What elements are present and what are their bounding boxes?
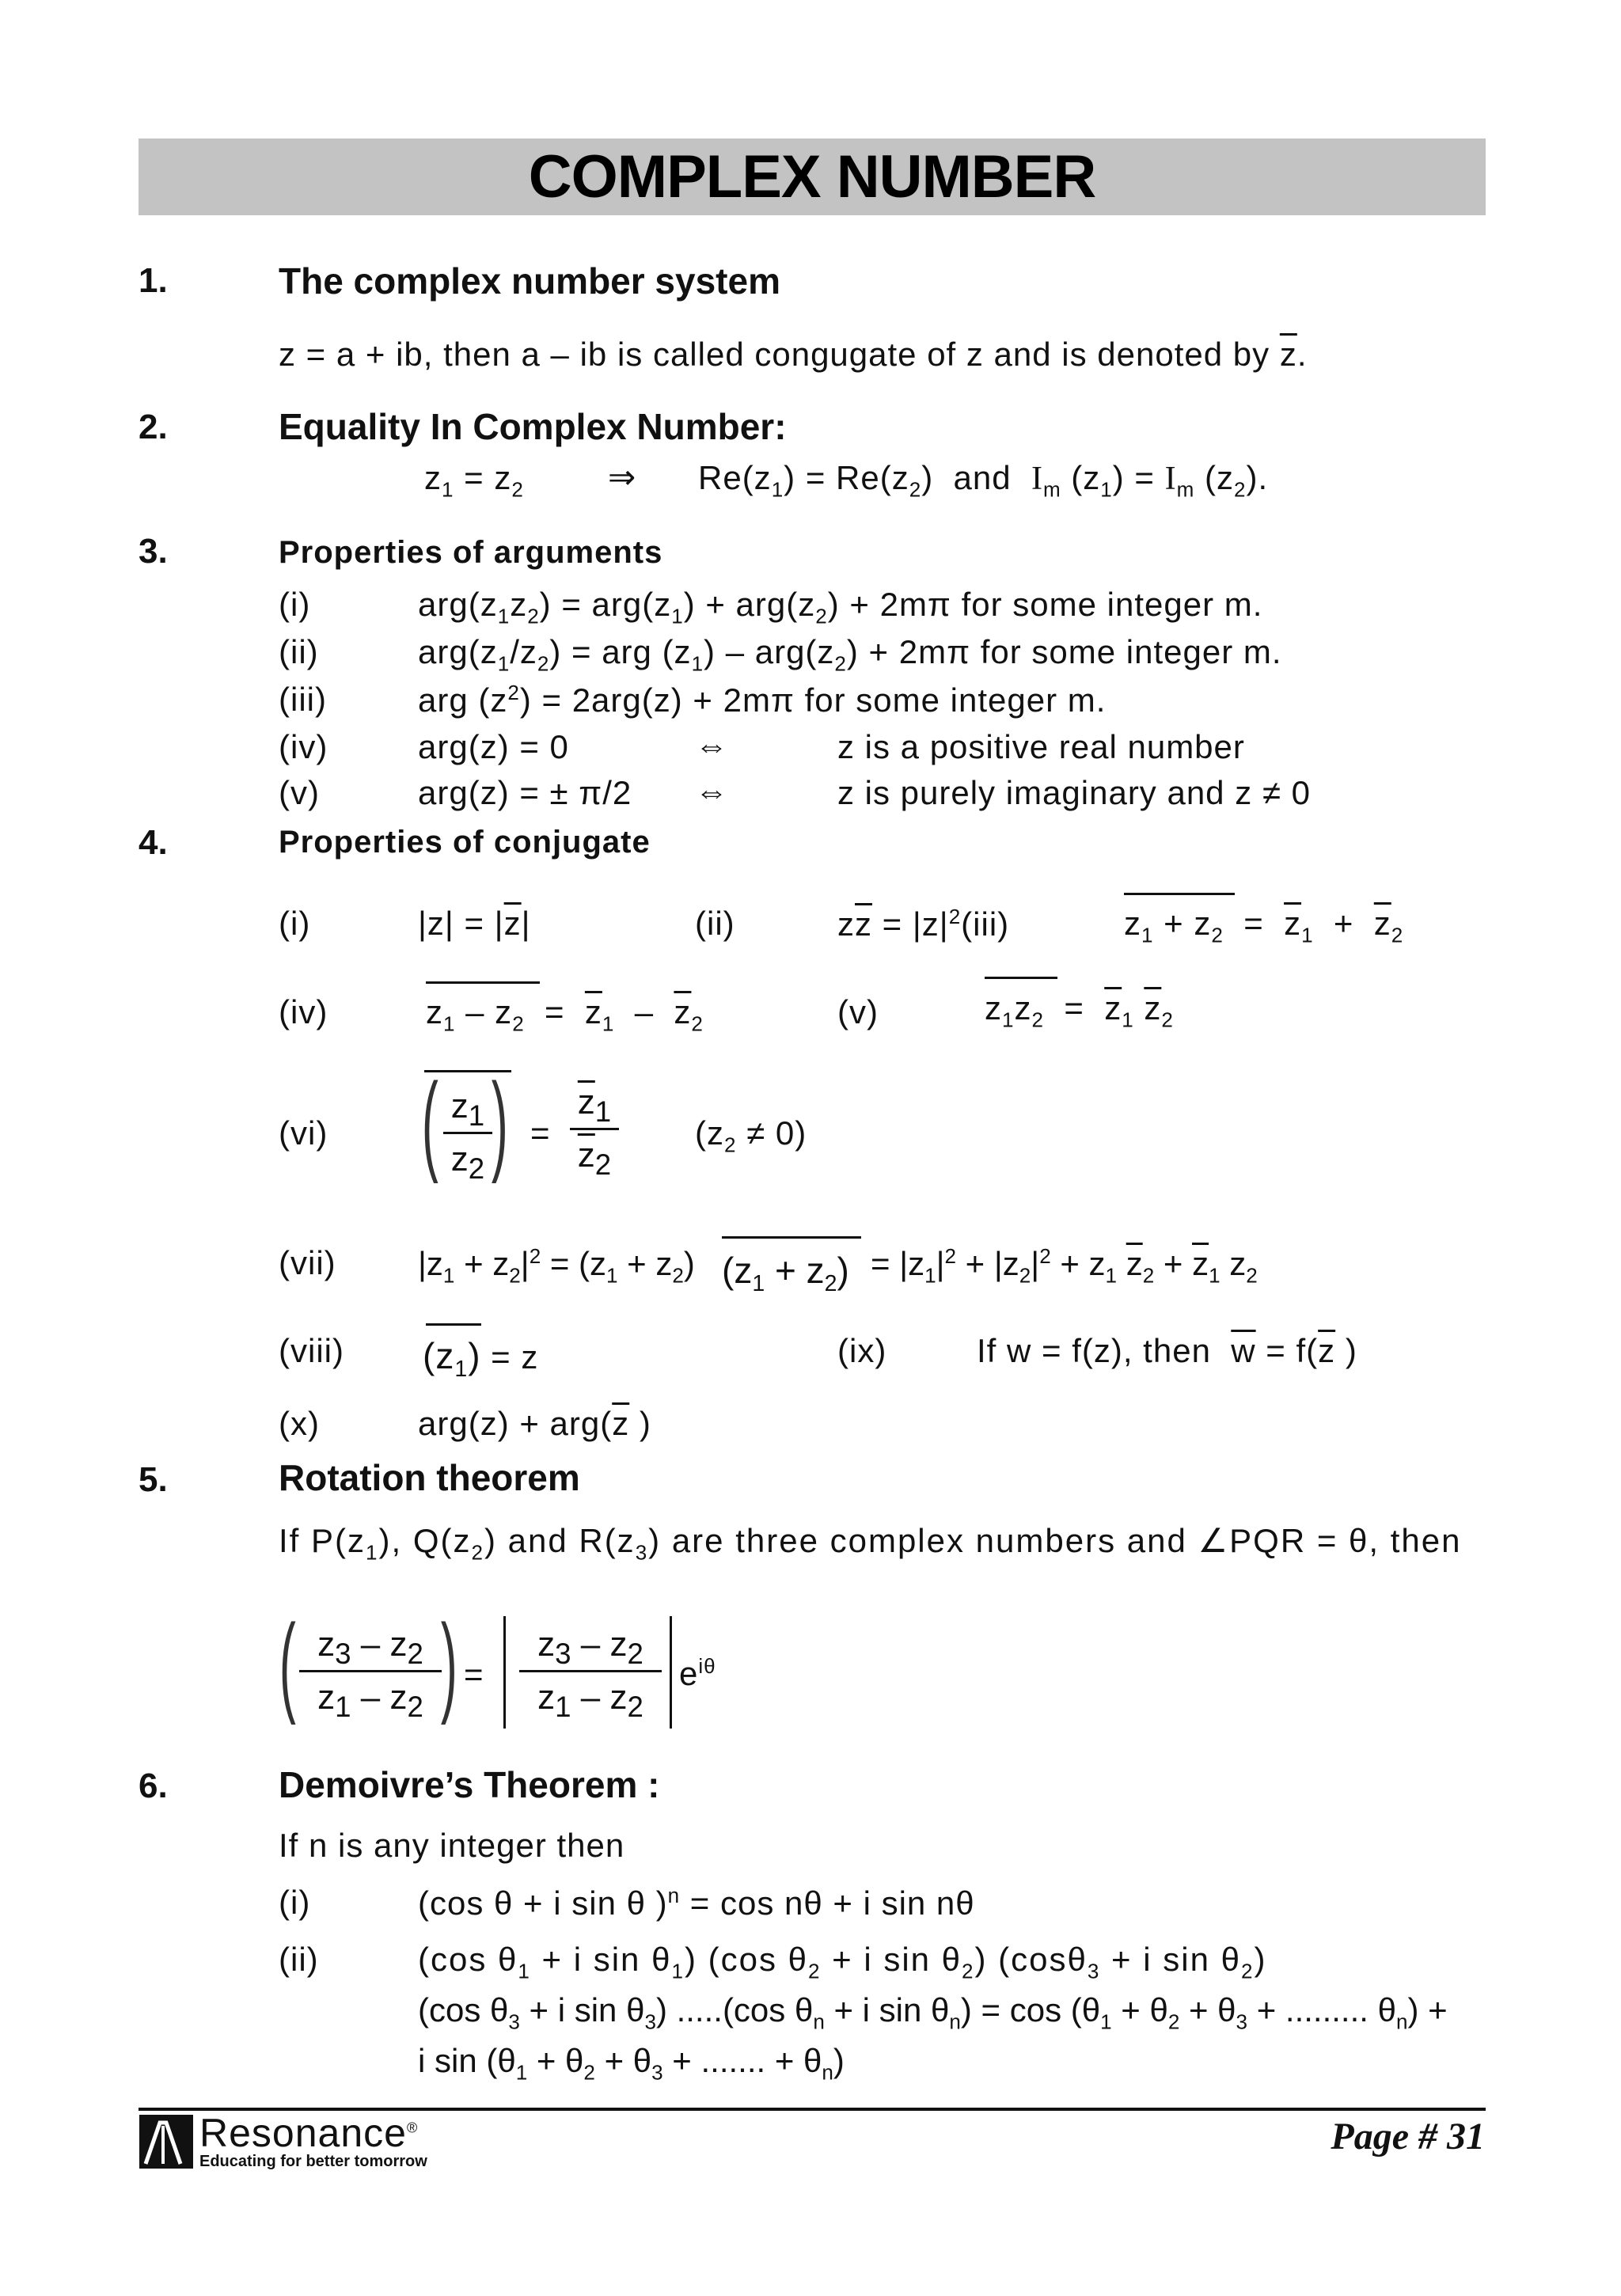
right-paren: )	[491, 1060, 508, 1184]
arg-prop-lhs: arg(z) = ± π/2	[418, 774, 632, 811]
arg-prop-formula: $arg(z_1z_2) = arg(z_1) + arg(z_2) + 2m\pi$ for some integer m.	[418, 586, 1263, 628]
demoivre-formula: (cos $\theta_3 + i$ $\sin \theta_3$) .....(cos $\theta_n + i$ $\sin \theta_n) = \cos (\theta_1 + \theta_2 + \theta_3$ + ......... $\theta_n$) +	[418, 1991, 1448, 2034]
conj-prop-formula: $z\overline{z} = |z|^2(iii)$	[837, 905, 1010, 943]
arg-prop-label: (i)	[279, 586, 311, 623]
conj-prop-label: (vii)	[279, 1244, 336, 1281]
section-2-number: 2.	[139, 408, 168, 446]
arg-prop-rhs: z is purely imaginary and z ≠ 0	[837, 774, 1311, 811]
demoivre-label: (ii)	[279, 1941, 319, 1978]
arg-prop-rhs: z is a positive real number	[837, 728, 1245, 765]
section-1-text: z = a + ib, then a – ib is called congugate of z and is denoted by $\overline{z}$.	[279, 336, 1308, 373]
overline	[426, 1323, 481, 1326]
conj-prop-label: (ix)	[837, 1332, 887, 1369]
title-bar	[139, 139, 1486, 215]
implies-symbol: ⇒	[608, 458, 637, 495]
arg-prop-label: (v)	[279, 774, 320, 811]
fraction: $z_1$ $z_2$	[443, 1084, 492, 1182]
brand-name: Resonance®	[199, 2111, 419, 2155]
conj-prop-formula: $(z_1) = z$	[423, 1335, 539, 1383]
right-paren: )	[440, 1601, 457, 1725]
abs-bar-right	[670, 1616, 672, 1729]
arg-prop-formula: $arg(z_1/z_2)$ = arg $(z_1) - arg(z_2) + 2m\pi$ for some integer m.	[418, 633, 1282, 676]
conj-prop-label: (ii)	[695, 905, 735, 942]
overline	[722, 1236, 861, 1239]
arg-prop-formula: arg $(z^2) = 2arg(z) + 2m\pi$ for some integer m.	[418, 681, 1107, 719]
arg-prop-label: (iv)	[279, 728, 328, 765]
section-1-heading: The complex number system	[279, 260, 780, 302]
overline	[1124, 893, 1235, 895]
page-number: Page # 31	[1331, 2116, 1485, 2157]
rotation-statement: If $P(z_1)$, $Q(z_2)$ and $R(z_3)$ are three complex numbers and ∠PQR = θ, then	[279, 1522, 1462, 1565]
conj-prop-label: (x)	[279, 1405, 320, 1442]
section-4-number: 4.	[139, 823, 168, 862]
fraction: $\overline{z}_1$ $\overline{z}_2$	[570, 1080, 619, 1178]
left-paren: (	[421, 1060, 438, 1184]
section-3-heading: Properties of arguments	[279, 535, 663, 570]
section-2-heading: Equality In Complex Number:	[279, 406, 787, 447]
demoivre-formula: (cos θ + i sin θ )$^n$ = cos nθ + i sin nθ	[418, 1884, 975, 1922]
section-6-number: 6.	[139, 1767, 168, 1805]
rotation-fraction: $z_3 - z_2$ $z_1 - z_2$	[519, 1622, 662, 1720]
arg-prop-label: (iii)	[279, 681, 327, 718]
conj-prop-label: (v)	[837, 993, 879, 1030]
conj-prop-formula: = $|z_1|^2 + |z_2|^2 + z_1$ $\overline{z}_2 + \overline{z}_1$ $z_2$	[871, 1244, 1258, 1288]
demoivre-label: (i)	[279, 1884, 311, 1921]
conj-prop-label: (viii)	[279, 1332, 344, 1369]
overline	[985, 977, 1057, 979]
demoivre-formula: i $\sin (\theta_1 + \theta_2 + \theta_3$ + ....... + $\theta_n$)	[418, 2042, 845, 2085]
arg-prop-lhs: arg(z) = 0	[418, 728, 569, 765]
section-1-number: 1.	[139, 261, 168, 300]
condition: $(z_2 \ne 0)$	[695, 1114, 807, 1157]
left-paren: (	[279, 1601, 296, 1725]
conj-prop-formula: $(z_1 + z_2)$	[722, 1250, 849, 1297]
conj-prop-label: (iv)	[279, 993, 328, 1030]
section-6-heading: Demoivre’s Theorem :	[279, 1764, 660, 1805]
brand-tagline: Educating for better tomorrow	[199, 2153, 427, 2170]
page-title: COMPLEX NUMBER	[528, 143, 1096, 211]
demoivre-formula: (cos $\theta_1 + i$ $\sin \theta_1$) (cos $\theta_2 + i$ $\sin \theta_2$) (cosθ$_3$ + i $\sin \theta_2$)	[418, 1941, 1267, 1983]
equals-sign: =	[464, 1656, 484, 1693]
resonance-logo-icon	[139, 2115, 193, 2169]
conj-prop-formula: $z_1 + z_2 = \overline{z}_1 + \overline{z}_2$	[1124, 905, 1404, 947]
iff-symbol: ⇔	[695, 772, 729, 810]
conj-prop-formula: $z_1 - z_2 = \overline{z}_1 - \overline{z}_2$	[426, 993, 704, 1036]
demoivre-intro: If n is any integer then	[279, 1827, 625, 1864]
section-4-heading: Properties of conjugate	[279, 825, 651, 860]
section-5-heading: Rotation theorem	[279, 1457, 580, 1498]
conj-prop-formula: If w = f(z), then $\overline{w} = f(\overline{z}$ )	[977, 1332, 1357, 1369]
conj-prop-formula: $|z_1 + z_2|^2 = (z_1 + z_2)$	[418, 1244, 695, 1288]
iff-symbol: ⇔	[695, 727, 729, 764]
section-2-lhs: $z_1 = z_2$	[424, 459, 524, 502]
conj-prop-formula: $arg(z) + arg(\overline{z}$ )	[418, 1405, 651, 1442]
rotation-fraction: $z_3 - z_2$ $z_1 - z_2$	[299, 1622, 442, 1720]
exponential: $e^{i\theta}$	[679, 1654, 716, 1692]
conj-prop-formula: $|z| = |\overline{z}|$	[418, 905, 531, 942]
conj-prop-label: (vi)	[279, 1114, 328, 1152]
section-5-number: 5.	[139, 1460, 168, 1499]
equals-sign: =	[530, 1114, 551, 1152]
arg-prop-label: (ii)	[279, 633, 319, 670]
conj-prop-label: (i)	[279, 905, 311, 942]
abs-bar-left	[503, 1616, 506, 1729]
overline	[426, 981, 540, 984]
section-3-number: 3.	[139, 532, 168, 571]
conj-prop-formula: $z_1z_2 = \overline{z}_1$ $\overline{z}_2$	[985, 989, 1174, 1032]
section-2-rhs: $Re(z_1) = Re(z_2)$ and $I_m$ $(z_1) = I_m$ $(z_2)$.	[698, 459, 1269, 502]
